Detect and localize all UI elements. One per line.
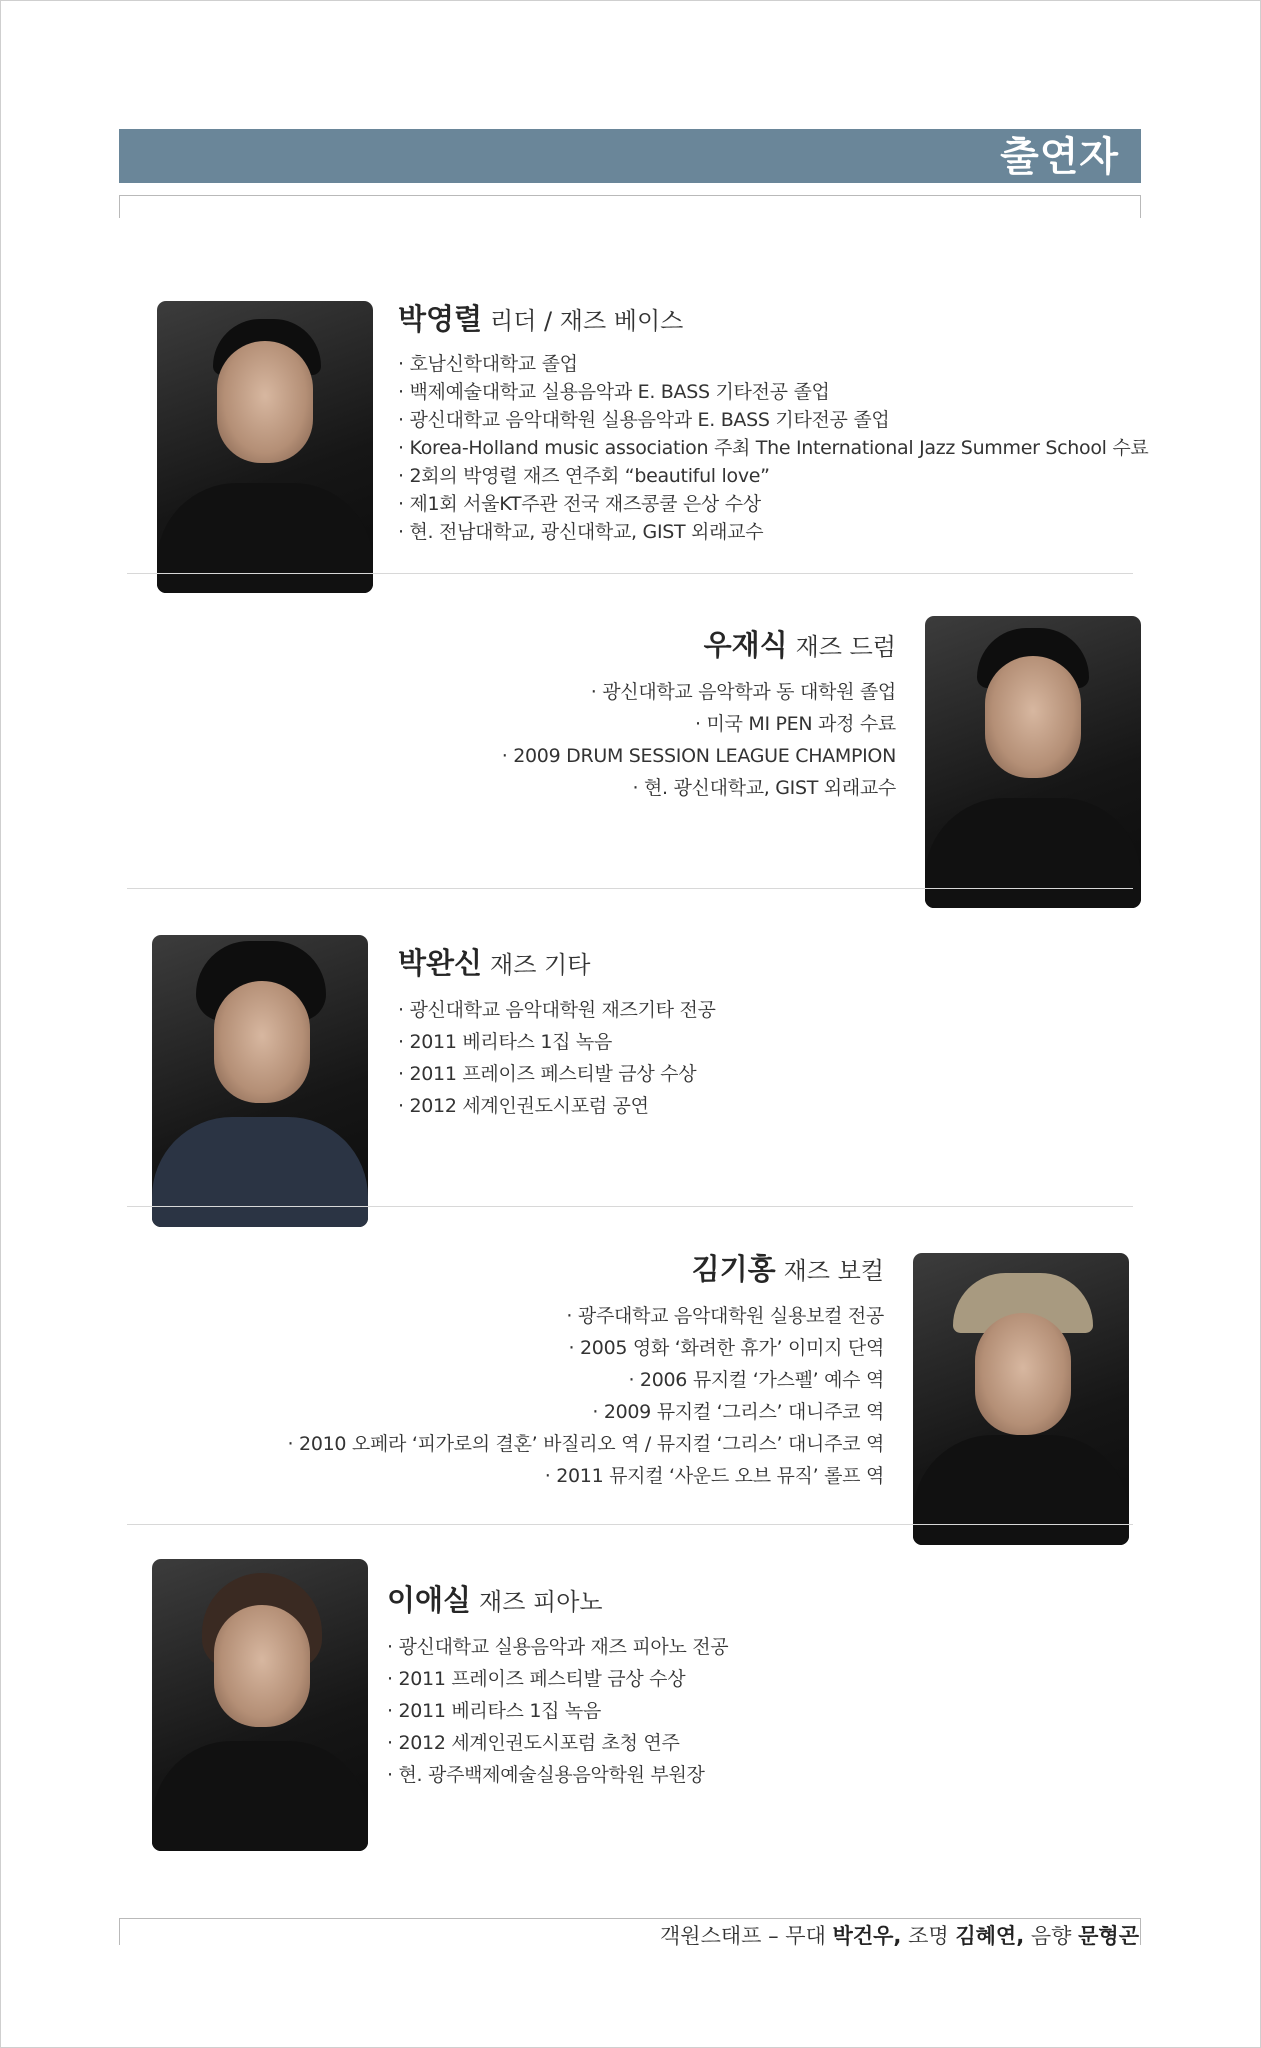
member-1 (398, 299, 1149, 546)
member-photo-3 (152, 935, 368, 1227)
member-role: 재즈 드럼 (795, 633, 896, 661)
member-role: 재즈 기타 (490, 951, 591, 979)
member-bullets (502, 676, 896, 804)
staff-prefix: 객원스태프 – 무대 (660, 1924, 826, 1948)
photo-face (975, 1313, 1071, 1435)
photo-body (925, 798, 1141, 908)
list-item: · 미국 MI PEN 과정 수료 (502, 708, 896, 740)
list-item: · 2009 DRUM SESSION LEAGUE CHAMPION (502, 740, 896, 772)
list-item: · 2012 세계인권도시포럼 초청 연주 (387, 1727, 728, 1759)
photo-body (152, 1741, 368, 1851)
member-role: 재즈 피아노 (479, 1588, 603, 1616)
divider (127, 888, 1133, 889)
member-2 (502, 625, 896, 804)
member-photo-1 (157, 301, 373, 593)
list-item: · 2011 프레이즈 페스티발 금상 수상 (398, 1058, 716, 1090)
staff-light-label: 조명 (908, 1924, 949, 1948)
list-item: · 광신대학교 음악학과 동 대학원 졸업 (502, 676, 896, 708)
member-name: 박영렬 (398, 302, 483, 336)
section-title: 출연자 (1000, 134, 1119, 180)
member-name: 김기홍 (691, 1252, 776, 1286)
list-item: · 광주대학교 음악대학원 실용보컬 전공 (288, 1300, 884, 1332)
member-photo-2 (925, 616, 1141, 908)
divider (127, 573, 1133, 574)
header-bracket (119, 195, 1141, 218)
photo-face (214, 1605, 310, 1727)
list-item: · 2회의 박영렬 재즈 연주회 “beautiful love” (398, 462, 1149, 490)
photo-body (152, 1117, 368, 1227)
member-photo-4 (913, 1253, 1129, 1545)
list-item: · 현. 전남대학교, 광신대학교, GIST 외래교수 (398, 518, 1149, 546)
list-item: · 2011 프레이즈 페스티발 금상 수상 (387, 1663, 728, 1695)
list-item: · 2012 세계인권도시포럼 공연 (398, 1090, 716, 1122)
staff-sound-label: 음향 (1030, 1924, 1072, 1948)
list-item: · Korea-Holland music association 주최 The International Jazz Summer School 수료 (398, 434, 1149, 462)
member-photo-5 (152, 1559, 368, 1851)
divider (127, 1524, 1133, 1525)
photo-face (985, 656, 1081, 778)
photo-body (157, 483, 373, 593)
list-item: · 광신대학교 음악대학원 재즈기타 전공 (398, 994, 716, 1026)
section-header-bar (119, 129, 1141, 183)
member-5 (387, 1580, 728, 1791)
photo-body (913, 1435, 1129, 1545)
divider (127, 1206, 1133, 1207)
list-item: · 현. 광신대학교, GIST 외래교수 (502, 772, 896, 804)
member-4 (288, 1249, 884, 1492)
list-item: · 2011 베리타스 1집 녹음 (398, 1026, 716, 1058)
staff-light-name: 김혜연, (955, 1924, 1025, 1948)
list-item: · 2011 뮤지컬 ‘사운드 오브 뮤직’ 롤프 역 (288, 1460, 884, 1492)
list-item: · 현. 광주백제예술실용음악학원 부원장 (387, 1759, 728, 1791)
staff-credits (660, 1922, 1139, 1950)
member-name: 이애실 (387, 1583, 472, 1617)
list-item: · 광신대학교 실용음악과 재즈 피아노 전공 (387, 1631, 728, 1663)
photo-face (214, 981, 310, 1103)
list-item: · 2011 베리타스 1집 녹음 (387, 1695, 728, 1727)
staff-stage-name: 박건우, (832, 1924, 902, 1948)
member-role: 재즈 보컬 (783, 1257, 884, 1285)
list-item: · 2010 오페라 ‘피가로의 결혼’ 바질리오 역 / 뮤지컬 ‘그리스’ 대니주코 역 (288, 1428, 884, 1460)
photo-face (217, 341, 313, 463)
member-bullets (288, 1300, 884, 1492)
member-bullets (398, 350, 1149, 546)
list-item: · 제1회 서울KT주관 전국 재즈콩쿨 은상 수상 (398, 490, 1149, 518)
list-item: · 호남신학대학교 졸업 (398, 350, 1149, 378)
member-role: 리더 / 재즈 베이스 (490, 307, 684, 335)
list-item: · 2005 영화 ‘화려한 휴가’ 이미지 단역 (288, 1332, 884, 1364)
member-bullets (398, 994, 716, 1122)
member-name: 우재식 (703, 628, 788, 662)
list-item: · 2006 뮤지컬 ‘가스펠’ 예수 역 (288, 1364, 884, 1396)
staff-sound-name: 문형곤 (1078, 1924, 1139, 1948)
list-item: · 광신대학교 음악대학원 실용음악과 E. BASS 기타전공 졸업 (398, 406, 1149, 434)
member-3 (398, 943, 716, 1122)
list-item: · 2009 뮤지컬 ‘그리스’ 대니주코 역 (288, 1396, 884, 1428)
member-name: 박완신 (398, 946, 483, 980)
member-bullets (387, 1631, 728, 1791)
list-item: · 백제예술대학교 실용음악과 E. BASS 기타전공 졸업 (398, 378, 1149, 406)
